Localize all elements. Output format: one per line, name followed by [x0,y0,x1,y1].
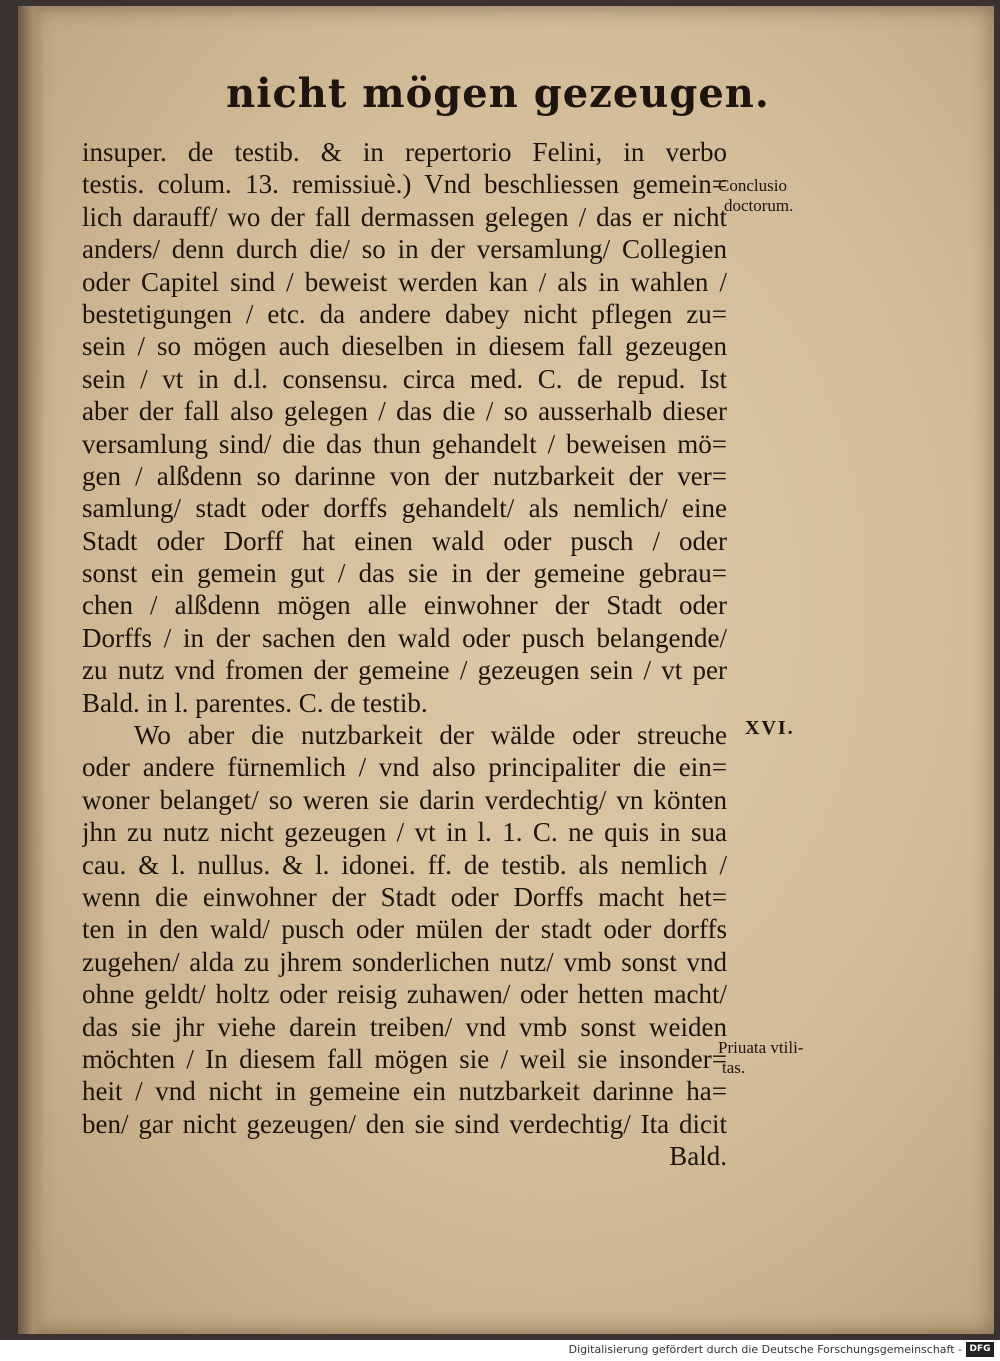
text-line: aber der fall also gelegen / das die / so ausserhalb dieser [82,396,727,427]
text-line: ben/ gar nicht gezeugen/ den sie sind verdechtig/ Ita dicit [82,1108,727,1139]
text-line: lich darauff/ wo der fall dermassen gelegen / das er nicht [82,201,727,232]
text-line: heit / vnd nicht in gemeine ein nutzbarkeit darinne ha= [82,1076,727,1107]
text-line: Stadt oder Dorff hat einen wald oder pusch / oder [82,525,727,556]
text-line: anders/ denn durch die/ so in der versamlung/ Collegien [82,234,727,265]
section-number: XVI. [745,717,795,739]
text-line: oder andere fürnemlich / vnd also principaliter die ein= [82,752,727,783]
footer-bar [0,1340,1000,1361]
text-line: testis. colum. 13. remissiuè.) Vnd beschliessen gemein= [82,169,727,200]
text-line: chen / alßdenn mögen alle einwohner der Stadt oder [82,590,727,621]
text-line: möchten / In diesem fall mögen sie / weil sie insonder= [82,1043,727,1074]
text-line: ohne geldt/ holtz oder reisig zuhawen/ oder hetten macht/ [82,979,727,1010]
margin-note-line: tas. [722,1058,746,1077]
margin-note-line: Priuata vtili- [718,1038,804,1057]
running-header: nicht mögen gezeugen. [226,70,770,117]
text-line: ten in den wald/ pusch oder mülen der stadt oder dorffs [82,914,727,945]
text-line: sonst ein gemein gut / das sie in der gemeine gebrau= [82,558,727,589]
text-line: samlung/ stadt oder dorffs gehandelt/ als nemlich/ eine [82,493,727,524]
text-line: wenn die einwohner der Stadt oder Dorffs macht het= [82,881,727,912]
margin-note-conclusio [718,176,793,216]
text-line: bestetigungen / etc. da andere dabey nicht pflegen zu= [82,298,727,329]
dfg-logo-icon: DFG [966,1342,994,1357]
text-line: woner belanget/ so weren sie darin verdechtig/ vn könten [82,784,727,815]
text-line: Dorffs / in der sachen den wald oder pusch belangende/ [82,622,727,653]
footer-credit: Digitalisierung gefördert durch die Deutsche Forschungsgemeinschaft - [568,1343,962,1356]
text-line: insuper. de testib. & in repertorio Felini, in verbo [82,137,727,167]
text-line: sein / vt in d.l. consensu. circa med. C. de repud. Ist [82,363,727,394]
margin-note-line: doctorum. [724,196,794,215]
text-line: zu nutz vnd fromen der gemeine / gezeugen sein / vt per [82,655,727,686]
text-line-paragraph-start: Wo aber die nutzbarkeit der wälde oder streuche [134,720,727,751]
page-gutter [18,6,44,1334]
catchword: Bald. [669,1141,727,1172]
text-line: zugehen/ alda zu jhrem sonderlichen nutz/ vmb sonst vnd [82,946,727,977]
margin-note-priuata [718,1038,803,1078]
text-line: oder Capitel sind / beweist werden kan / als in wahlen / [82,266,727,297]
text-line: gen / alßdenn so darinne von der nutzbarkeit der ver= [82,460,727,491]
text-line: cau. & l. nullus. & l. idonei. ff. de testib. als nemlich / [82,849,727,880]
text-line: sein / so mögen auch dieselben in diesem fall gezeugen [82,331,727,362]
text-line: das sie jhr viehe darein treiben/ vnd vmb sonst weiden [82,1011,727,1042]
margin-note-line: Conclusio [718,176,787,195]
text-line: Bald. in l. parentes. C. de testib. [82,687,428,718]
body-text [82,136,727,1173]
text-line: versamlung sind/ die das thun gehandelt / beweisen mö= [82,428,727,459]
text-line: jhn zu nutz nicht gezeugen / vt in l. 1. C. ne quis in sua [82,817,727,848]
